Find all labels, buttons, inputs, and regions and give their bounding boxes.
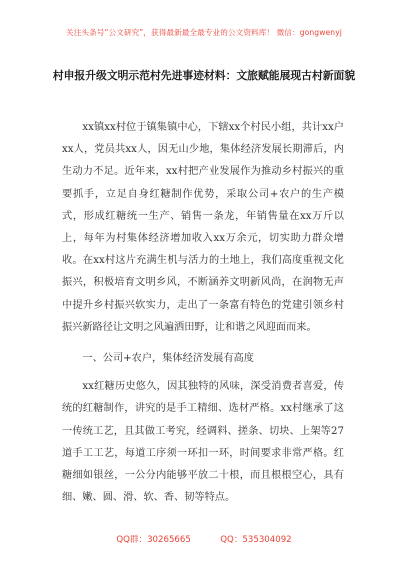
section-heading: 一、公司+农户，集体经济发展有高度 <box>82 353 254 365</box>
header-promo-note: 关注头条号“公文研究”，获得最新最全最专业的公文资料库！ 微信：gongwenyj <box>66 28 342 37</box>
footer-qq-group: QQ群：30265665 <box>116 535 191 545</box>
document-body <box>62 117 344 509</box>
body-paragraph: xx镇xx村位于镇集镇中心，下辖xx个村民小组，共计xx户xx人，党员共xx人，因无山少地，集体经济发展长期滞后，内生动力不足。近年来，xx村把产业发展作为推动乡村振兴的重要抓手，立足自身红糖制作优势，采取公司+农户的生产模式，形成红糖统一生产、销售一条龙，年销售量在xx万斤以上，每年为村集体经济增加收入xx万余元，切实助力群众增收。在xx村这片充满生机与活力的土地上，我们高度重视文化振兴，积极培育文明乡风，不断涵养文明新风尚，在润物无声中提升乡村振兴软实力，走出了一条富有特色的党建引领乡村振兴新路径让文明之风遍洒田野，让和谐之风迎面而来。 <box>62 122 344 333</box>
document-title: 村申报升级文明示范村先进事迹材料：文旅赋能展现古村新面貌 <box>52 69 356 82</box>
footer-contact <box>0 533 408 545</box>
footer-qq-number: QQ：535304092 <box>220 535 292 545</box>
body-paragraph: xx红糖历史悠久，因其独特的风味，深受消费者喜爱，传统的红糖制作，讲究的是手工精细、选材严格。xx村继承了这一传统工艺，且其做工考究，经调料、搓条、切块、上架等27道手工工艺，每道工序须一环扣一环，时间要求非常严格。红糖细如银丝，一公分内能够平放二十根，而且根根空心，具有细、嫩、圆、滑、软、香、韧等特点。 <box>62 381 344 504</box>
